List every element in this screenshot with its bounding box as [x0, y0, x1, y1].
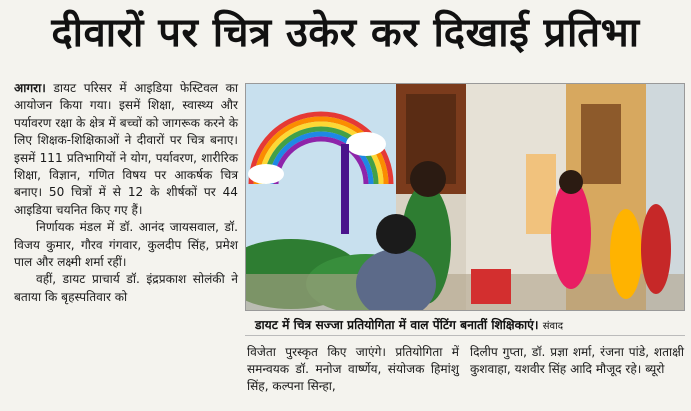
article-text-1: डायट परिसर में आइडिया फेस्टिवल का आयोजन किया गया। इसमें शिक्षा, स्वास्थ्य और पर्यावरण रक्षा के क्षेत्र में बच्चों को जागरूक करने के लिए शिक्षक-शिक्षिकाओं ने दीवारों पर चित्र बनाए। इसमें 111 प्रतिभागियों ने योग, पर्यावरण, शारीरिक शिक्षा, विज्ञान, गणित विषय पर आकर्षक चित्र बनाए। 50 चित्रों में से 12 के शीर्षकों पर 44 आइडिया चयनित किए गए हैं। — [14, 81, 238, 217]
photo-caption-text: डायट में चित्र सज्जा प्रतियोगिता में वाल पेंटिंग बनातीं शिक्षिकाएं। — [255, 318, 539, 332]
article-column-left — [14, 80, 238, 306]
article-paragraph-2: निर्णायक मंडल में डॉ. आनंद जायसवाल, डॉ. विजय कुमार, गौरव गंगवार, कुलदीप सिंह, प्रमेश पाल और लक्ष्मी शर्मा रहीं। — [14, 220, 238, 270]
article-column-middle — [247, 344, 459, 396]
article-paragraph-3: वहीं, डायट प्राचार्य डॉ. इंद्रप्रकाश सोलंकी ने बताया कि बृहस्पतिवार को — [14, 272, 238, 304]
wall-painting-illustration — [246, 84, 684, 310]
dateline: आगरा। — [14, 81, 46, 95]
caption-divider — [245, 335, 685, 336]
headline: दीवारों पर चित्र उकेर कर दिखाई प्रतिभा — [51, 10, 640, 56]
article-text-right: दिलीप गुप्ता, डॉ. प्रज्ञा शर्मा, रंजना पांडे, शताक्षी कुशवाहा, यशवीर सिंह आदि मौजूद रहे। ब्यूरो — [470, 345, 684, 377]
article-text-middle: विजेता पुरस्कृत किए जाएंगे। प्रतियोगिता में समन्वयक डॉ. मनोज वार्ष्णेय, संयोजक हिमांशु सिंह, कल्पना सिन्हा, — [247, 345, 459, 394]
photo-credit: संवाद — [542, 321, 564, 332]
article-column-right — [470, 344, 684, 378]
article-paragraph-1 — [14, 80, 238, 219]
article-photo — [245, 83, 685, 311]
photo-caption — [255, 316, 685, 333]
